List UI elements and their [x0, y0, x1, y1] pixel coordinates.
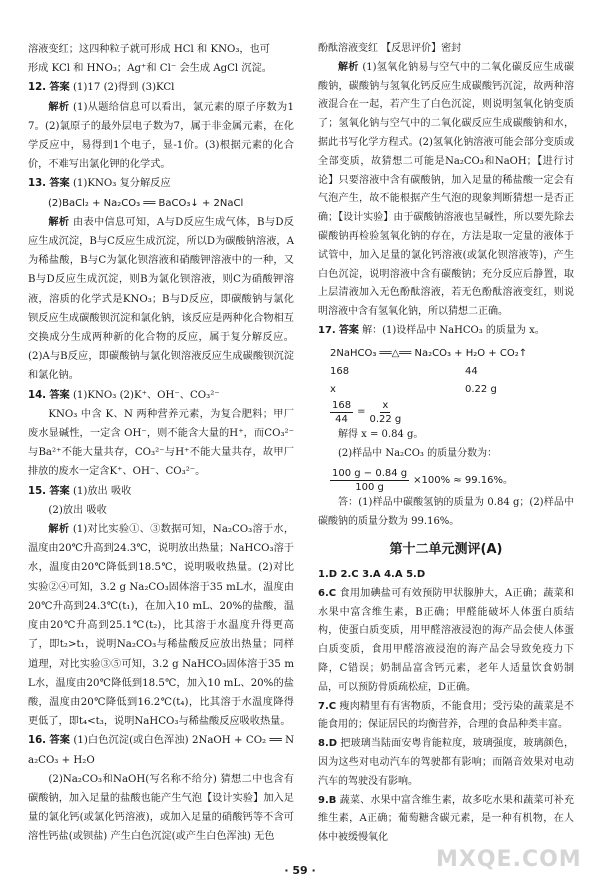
watermark — [436, 847, 586, 887]
question-text: 把玻璃当陆面安粤肯能粒度，玻璃强度，玻璃颜色，因为这些对电动汽车的驾驶都有影响；而隔音效果对电动汽车的驾驶没有影响。 — [318, 738, 574, 787]
fraction — [330, 399, 353, 426]
text-line: 溶液变红；这四种粒子就可形成 HCl 和 KNO₃，也可 — [28, 44, 270, 55]
proportion: $\frac{168}{44}$ = $\frac{x}{0.22 g}$ — [332, 399, 402, 425]
answer-text: (1)白色沉淀(或白色浑浊) 2NaOH + CO₂ ══ Na₂CO₃ + H₂O — [28, 735, 294, 766]
question-number: 15. — [28, 485, 47, 497]
answer-text: (1)KNO₃ 复分解反应 — [72, 178, 171, 190]
molar-mass: 44 — [465, 365, 478, 377]
equation — [330, 345, 574, 363]
question-17 — [318, 322, 574, 341]
known-mass: 0.22 g — [465, 383, 497, 395]
question-number: 12. — [28, 82, 47, 94]
unit-title: 第十二单元测评(A) — [389, 541, 503, 557]
answer-label: 答案 — [49, 485, 70, 497]
question-6 — [318, 585, 574, 698]
denominator: 0.22 g — [369, 413, 402, 425]
numerator: 100 g − 0.84 g — [332, 468, 408, 480]
question-number: 13. — [28, 178, 47, 190]
question-number: 9.B — [318, 794, 337, 806]
answer-text-2: (2)Na₂CO₃和NaOH(写名称不给分) 猜想二中也含有碳酸钠，加入足量的盐酸也能产生气泡【设计实验】加入足量的氯化钙(或氯化钙溶液)，或加入足量的硝酸钙等不含可溶性钙盐(或钡盐) 产生白色沉淀(或产生白色浑浊) 无色 — [28, 773, 294, 843]
answer-text: (1)放出 吸收 — [72, 485, 132, 497]
question-number: 6.C — [318, 587, 337, 599]
analysis-text: (1)对比实验①、③数据可知，Na₂CO₃溶于水，温度由20℃升高到24.3℃，说明放出热量；NaHCO₃溶于水，温度由20℃降低到18.5℃，说明吸收热量。(2)对比实验②④可知，3.2 g Na₂CO₃固体溶于35 mL水，温度由20℃升高到24.3℃(t₁)，在加入10 mL、20%的盐酸，温度由20℃升高到25.1℃(t₂)，比其溶于水温度升得更高了，即t₂>t₁，说明Na₂CO₃与稀盐酸反应放出热量；同样道理，对比实验③⑤可知，3.2 g NaHCO₃固体溶于35 mL水，温度由20℃降低到18.5℃，加入10 mL、20%的盐酸，温度由20℃降低到16.2℃(t₄)，比其溶于水温度降得更低了，即t₄<t₃，说明NaHCO₃与稀盐酸反应吸收热量。 — [28, 524, 295, 728]
analysis-12 — [28, 98, 294, 175]
unknown: x — [330, 383, 336, 395]
analysis-14: KNO₃ 中含 K、N 两种营养元素，为复合肥料；甲厂废水显碱性，一定含 OH⁻，则不能含大量的H⁺，而CO₃²⁻与Ba²⁺不能大量共存，CO₃²⁻与H⁺不能大量共存，故甲厂排放的废水一定含K⁺、OH⁻、CO₃²⁻。 — [28, 408, 294, 478]
analysis-label: 解析 — [48, 524, 70, 536]
answer-text: (1)KNO₃ (2)K⁺、OH⁻、CO₃²⁻ — [72, 389, 220, 401]
analysis-text: (1)氢氧化钠易与空气中的二氧化碳反应生成碳酸钠，碳酸钠与氢氧化钙反应生成碳酸钙沉淀，故两种溶液混合在一起，若产生了白色沉淀，则说明氢氧化钠变质了；氢氧化钠与空气中的二氧化碳反应生成碳酸钠和水，据此书写化学方程式。(2)氢氧化钠溶液可能会部分变质或全部变质，故猜想二可能是Na₂CO₃和NaOH；【进行讨论】只要溶液中含有碳酸钠，加入足量的稀盐酸一定会有气泡产生，故不能根据产生气泡的现象判断猜想一是否正确；【设计实验】由于碳酸钠溶液也呈碱性，所以要先除去碳酸钠再检验氢氧化钠的存在，方法是取一定量的液体于试管中，加入足量的氯化钙溶液(或氯化钡溶液等)，产生白色沉淀，说明溶液中含有碳酸钠；充分反应后静置，取上层清液加入无色酚酞溶液，若无色酚酞溶液变红，则说明溶液中含有氢氧化钠，所以猜想二正确。 — [318, 61, 575, 318]
analysis-16 — [318, 59, 574, 322]
question-text: 瘦肉精里有有害物质，不能食用；受污染的蔬菜是不能食用的；保证居民的均衡营养，合理的食品种类丰富。 — [318, 700, 574, 731]
question-15 — [28, 482, 294, 501]
question-14 — [28, 386, 294, 405]
analysis-label: 解析 — [338, 61, 359, 73]
answer-label: 答案 — [49, 82, 70, 94]
solve-line: 解得 x = 0.84 g。 — [338, 428, 424, 440]
multiple-choice-answers: 1.D 2.C 3.A 4.A 5.D — [318, 568, 426, 580]
analysis-label: 解析 — [48, 101, 70, 113]
fraction — [369, 399, 401, 426]
question-number: 14. — [28, 389, 47, 401]
analysis-text: 由表中信息可知，A与D反应生成气体，B与D反应生成沉淀，B与C反应生成沉淀，所以D为碳酸钠溶液，A为稀盐酸，B与C为氯化钡溶液和硝酸钾溶液中的一种，又B与D反应生成沉淀，则B为氯化钡溶液，则C为硝酸钾溶液，溶质的化学式是KNO₃；B与D反应，即碳酸钠与氯化钡反应生成碳酸钡沉淀和氯化钠，该反应是两种化合物相互交换成分生成两种新的化合物的反应，属于复分解反应。(2)A与B反应，即碳酸钠与氯化钡溶液反应生成碳酸钡沉淀和氯化钠。 — [28, 216, 294, 382]
question-7 — [318, 698, 574, 736]
numerator: x — [382, 399, 389, 411]
right-column — [318, 40, 574, 848]
answer-label: 答案 — [49, 735, 71, 747]
answer-text: (1)17 (2)得到 (3)KCl — [72, 82, 175, 94]
question-13 — [28, 174, 294, 193]
part-2: (2)样品中 Na₂CO₃ 的质量分数为： — [338, 447, 498, 459]
numerator: 168 — [332, 399, 352, 411]
equation-text: 2NaHCO₃ ══△══ Na₂CO₃ + H₂O + CO₂↑ — [330, 347, 528, 359]
watermark-text: MXQE.COM — [436, 847, 582, 872]
question-12 — [28, 78, 294, 97]
answer-label: 答案 — [49, 178, 70, 190]
percentage-tail: ×100% ≈ 99.16%。 — [413, 474, 513, 486]
text-line: 酚酞溶液变红 【反思评价】密封 — [318, 43, 462, 54]
text-line: 形成 KCl 和 HNO₃；Ag⁺和 Cl⁻ 会生成 AgCl 沉淀。 — [28, 63, 272, 75]
question-text: 食用加碘盐可有效预防甲状腺肿大，A正确；蔬菜和水果中富含维生素，B正确；甲醛能破坏人体蛋白质结构，使蛋白质变质，用甲醛溶液浸泡的海产品会使人体蛋白质变质，食用甲醛溶液浸泡的海产品会导致免疫力下降，C错误；奶制品富含钙元素，老年人适量饮食奶制品，可以预防骨质疏松症，D正确。 — [318, 587, 574, 693]
question-9 — [318, 792, 574, 848]
answer-text: 解：(1)设样品中 NaHCO₃ 的质量为 x。 — [362, 324, 545, 336]
question-16 — [28, 731, 294, 769]
denominator: 100 g — [355, 482, 384, 494]
page-number: · 59 · — [284, 864, 316, 877]
question-number: 7.C — [318, 700, 337, 712]
fraction — [330, 467, 409, 494]
question-number: 16. — [28, 735, 47, 747]
percentage-calc — [330, 467, 574, 494]
left-column — [28, 40, 294, 847]
denominator: 44 — [335, 413, 348, 425]
analysis-label: 解析 — [48, 216, 70, 228]
analysis-15 — [28, 520, 294, 731]
question-text: 蔬菜、水果中富含维生素，故多吃水果和蔬菜可补充维生素，A正确；葡萄糖含碳元素，是一种有机物，在人体中被缓慢氧化 — [318, 794, 574, 844]
calculation-block — [330, 345, 574, 426]
analysis-text: (1)从题给信息可以看出，氯元素的原子序数为17。(2)氯原子的最外层电子数为7，属于非金属元素，在化学反应中，易得到1个电子，显-1价。(3)根据元素的化合价，不难写出氯化钾的化学式。 — [28, 101, 294, 171]
question-number: 8.D — [318, 738, 338, 750]
analysis-13 — [28, 213, 294, 386]
answer-label: 答案 — [338, 324, 359, 336]
question-8 — [318, 735, 574, 791]
answer-text-2: (2)放出 吸收 — [48, 504, 107, 516]
value-row — [330, 381, 574, 399]
mass-row — [330, 363, 574, 381]
answer-label: 答案 — [49, 389, 70, 401]
equation: (2)BaCl₂ + Na₂CO₃ ══ BaCO₃↓ + 2NaCl — [48, 197, 244, 209]
question-number: 17. — [318, 324, 336, 336]
reply: 答：(1)样品中碳酸氢钠的质量为 0.84 g；(2)样品中碳酸钠的质量分数为 99.16%。 — [318, 497, 574, 528]
molar-mass: 168 — [330, 365, 350, 377]
